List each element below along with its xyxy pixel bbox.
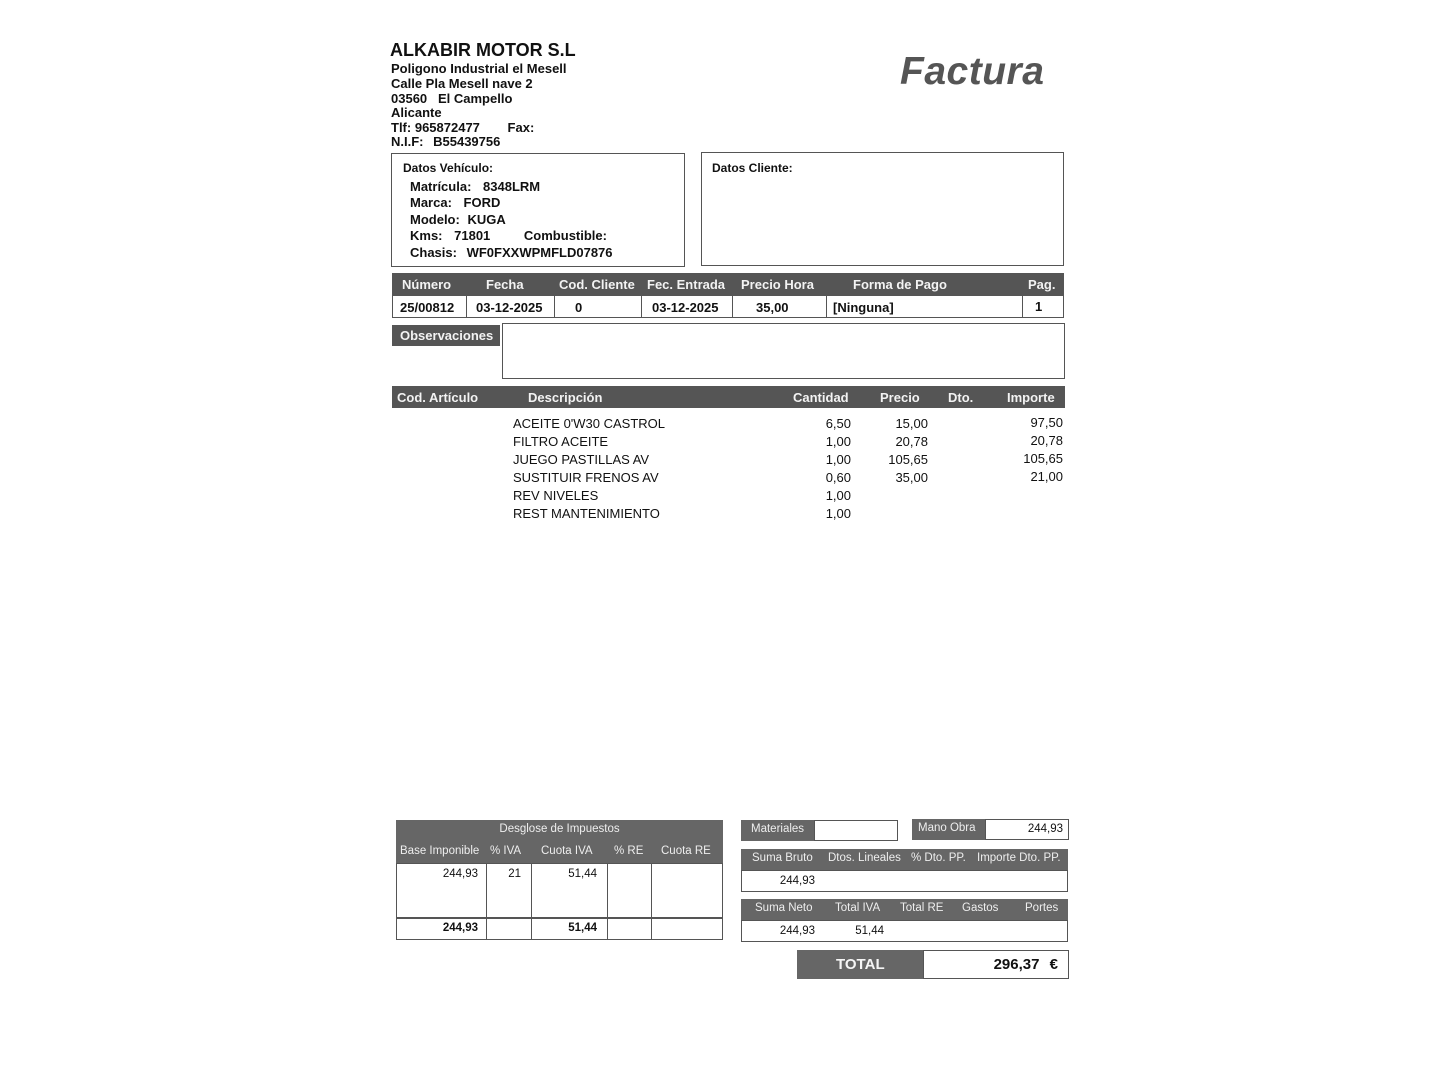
client-data-box <box>701 152 1064 266</box>
item-description: SUSTITUIR FRENOS AV <box>513 470 659 485</box>
page-number: 1 <box>1035 299 1043 314</box>
col-forma-pago: Forma de Pago <box>853 277 947 292</box>
col-numero: Número <box>402 277 452 292</box>
chassis-label: Chasis: <box>410 245 457 260</box>
model-value: KUGA <box>467 212 506 227</box>
brand-value: FORD <box>463 195 501 210</box>
col-cod-cliente: Cod. Cliente <box>559 277 635 292</box>
tax-iva-pct-value: 21 <box>508 868 521 880</box>
company-address-line-2: Calle Pla Mesell nave 2 <box>391 76 533 91</box>
invoice-number: 25/00812 <box>400 300 455 315</box>
item-quantity: 1,00 <box>825 506 851 521</box>
item-price: 15,00 <box>895 416 928 431</box>
client-box-title: Datos Cliente: <box>712 161 793 175</box>
tax-col-re-amount: Cuota RE <box>661 845 711 857</box>
item-description: FILTRO ACEITE <box>513 434 609 449</box>
item-price: 20,78 <box>895 434 928 449</box>
item-description: ACEITE 0'W30 CASTROL <box>513 416 666 431</box>
item-description: REV NIVELES <box>513 488 599 503</box>
company-name: ALKABIR MOTOR S.L <box>390 40 576 60</box>
mano-obra-value: 244,93 <box>1027 823 1063 835</box>
fuel-label: Combustible: <box>523 228 607 243</box>
vehicle-box-title: Datos Vehículo: <box>403 161 494 175</box>
phone-value: 965872477 <box>414 120 480 135</box>
kms-value: 71801 <box>454 228 491 243</box>
item-description: REST MANTENIMIENTO <box>513 506 660 521</box>
col-dto: Dto. <box>948 390 974 405</box>
item-amount: 20,78 <box>1030 433 1063 448</box>
item-price: 35,00 <box>895 470 928 485</box>
item-description: JUEGO PASTILLAS AV <box>513 452 650 467</box>
mano-obra-label-box <box>912 819 985 840</box>
company-nif-row <box>391 135 500 150</box>
tax-col-base: Base Imponible <box>400 845 480 857</box>
model-label: Modelo: <box>410 212 460 227</box>
col-fec-entrada: Fec. Entrada <box>647 277 726 292</box>
col-portes: Portes <box>1025 902 1059 914</box>
invoice-header-values <box>392 295 1064 318</box>
total-value: 296,37 <box>993 956 1040 973</box>
hourly-rate: 35,00 <box>756 300 789 315</box>
col-importe: Importe <box>1007 390 1055 405</box>
plate-value: 8348LRM <box>483 179 541 194</box>
total-label: TOTAL <box>836 956 885 973</box>
col-fecha: Fecha <box>486 277 524 292</box>
tax-col-iva-amount: Cuota IVA <box>541 845 593 857</box>
tax-iva-amount-value: 51,44 <box>568 868 597 880</box>
tax-breakdown-body <box>396 863 723 918</box>
col-precio-hora: Precio Hora <box>741 277 814 292</box>
tax-breakdown-header <box>396 820 723 863</box>
tax-base-total: 244,93 <box>442 922 478 934</box>
bruto-header <box>741 849 1068 870</box>
vehicle-brand-row <box>410 195 500 210</box>
col-gastos: Gastos <box>962 902 999 914</box>
observations-label-bar <box>392 325 500 346</box>
col-pag: Pag. <box>1028 277 1056 292</box>
company-postal-city: 03560 El Campello <box>391 91 513 106</box>
neto-header <box>741 899 1068 920</box>
total-amount-row <box>994 956 1058 973</box>
col-total-re: Total RE <box>900 902 944 914</box>
client-code: 0 <box>575 300 583 315</box>
payment-method: [Ninguna] <box>833 300 894 315</box>
brand-label: Marca: <box>410 195 452 210</box>
item-quantity: 6,50 <box>825 416 851 431</box>
nif-value: B55439756 <box>433 134 501 149</box>
col-descripcion: Descripción <box>528 390 603 405</box>
item-price: 105,65 <box>888 452 928 467</box>
col-suma-bruto: Suma Bruto <box>752 852 813 864</box>
mano-obra-label: Mano Obra <box>918 822 976 834</box>
col-cod-articulo: Cod. Artículo <box>397 390 479 405</box>
item-amount: 21,00 <box>1030 469 1063 484</box>
total-label-box <box>797 950 923 979</box>
suma-neto-value: 244,93 <box>779 925 815 937</box>
col-cantidad: Cantidad <box>793 390 849 405</box>
item-quantity: 1,00 <box>825 452 851 467</box>
chassis-value: WF0FXXWPMFLD07876 <box>466 245 613 260</box>
col-dtos-lineales: Dtos. Lineales <box>828 852 901 864</box>
item-quantity: 1,00 <box>825 488 851 503</box>
item-amount: 97,50 <box>1030 415 1063 430</box>
col-importe-dto-pp: Importe Dto. PP. <box>977 852 1061 864</box>
company-province: Alicante <box>391 105 442 120</box>
tax-base-value: 244,93 <box>442 868 478 880</box>
company-address-line-1: Poligono Industrial el Mesell <box>391 61 567 76</box>
observations-label: Observaciones <box>400 328 494 343</box>
col-precio: Precio <box>880 390 920 405</box>
vehicle-plate-row <box>410 179 540 194</box>
items-header-bar <box>392 386 1065 408</box>
mano-obra-value-box <box>985 819 1069 840</box>
item-quantity: 1,00 <box>825 434 851 449</box>
vehicle-model-row <box>410 212 506 227</box>
neto-values <box>741 920 1068 942</box>
col-suma-neto: Suma Neto <box>755 902 813 914</box>
currency-symbol: € <box>1049 956 1058 973</box>
tax-breakdown-totals <box>396 918 723 940</box>
fax-label: Fax: <box>507 120 535 135</box>
tax-breakdown-title: Desglose de Impuestos <box>499 823 620 835</box>
entry-date: 03-12-2025 <box>652 300 719 315</box>
total-value-box <box>923 950 1069 979</box>
materiales-label-box <box>741 820 814 841</box>
tax-iva-total: 51,44 <box>568 922 597 934</box>
vehicle-kms-row <box>410 228 607 243</box>
item-amount: 105,65 <box>1023 451 1063 466</box>
col-dto-pp: % Dto. PP. <box>911 852 966 864</box>
vehicle-chassis-row <box>410 245 613 260</box>
materiales-label: Materiales <box>751 823 805 835</box>
materiales-value-box <box>814 820 898 841</box>
document-title: Factura <box>900 50 1045 93</box>
invoice-header-bar <box>392 273 1064 295</box>
item-quantity: 0,60 <box>825 470 851 485</box>
tax-col-re-pct: % RE <box>614 845 644 857</box>
phone-label: Tlf: <box>391 120 412 135</box>
bruto-values <box>741 870 1068 892</box>
col-total-iva: Total IVA <box>835 902 881 914</box>
total-iva-value: 51,44 <box>855 925 884 937</box>
kms-label: Kms: <box>410 228 443 243</box>
tax-col-iva-pct: % IVA <box>490 845 522 857</box>
nif-label: N.I.F: <box>391 134 424 149</box>
plate-label: Matrícula: <box>410 179 472 194</box>
invoice-date: 03-12-2025 <box>476 300 543 315</box>
suma-bruto-value: 244,93 <box>779 875 815 887</box>
observations-box <box>502 323 1065 379</box>
